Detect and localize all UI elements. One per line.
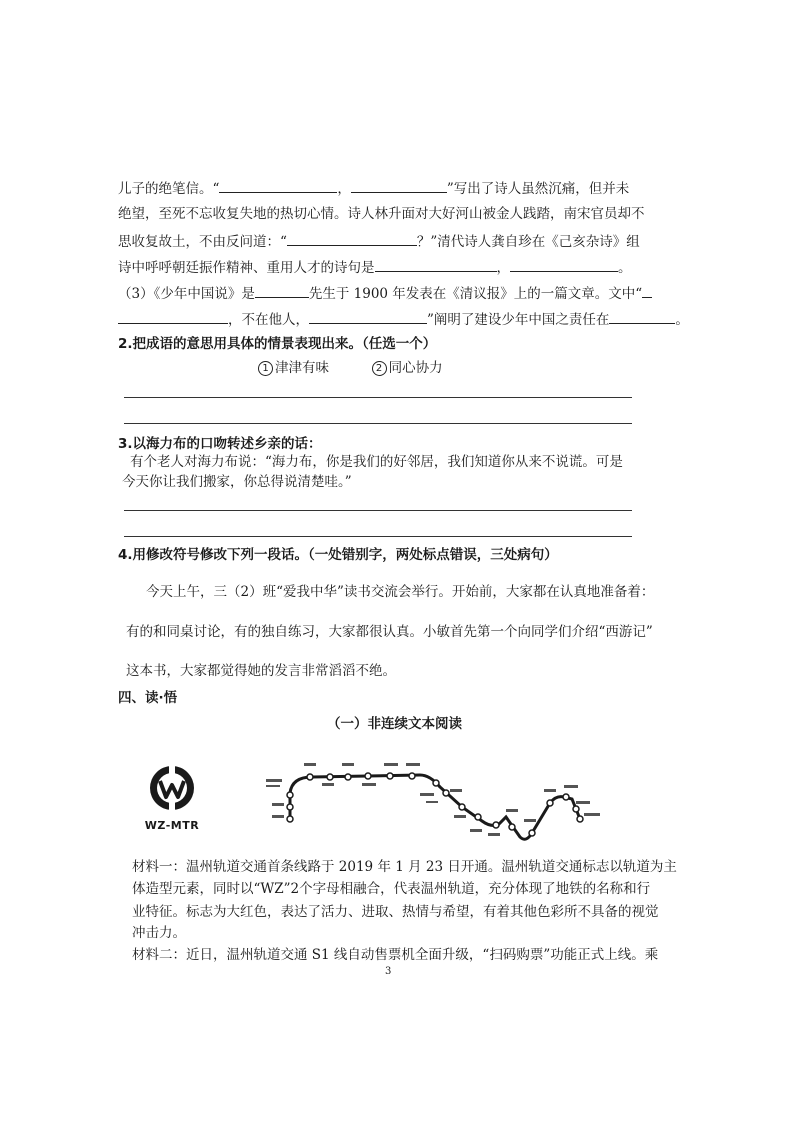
section-heading: 四、读·悟 [118,690,178,706]
answer-blank[interactable] [219,178,337,193]
material-2-line: 材料二：近日，温州轨道交通 S1 线自动售票机全面升级，“扫码购票”功能正式上线。乘 [132,947,659,963]
answer-blank[interactable] [255,283,309,298]
answer-line[interactable] [124,397,632,398]
metro-route-map [250,745,620,845]
answer-blank[interactable] [351,178,447,193]
logo-text: WZ-MTR [144,819,200,832]
answer-blank[interactable] [510,257,618,272]
text-line: 这本书，大家都觉得她的发言非常滔滔不绝。 [126,663,396,679]
answer-blank[interactable] [118,309,228,324]
material-1-line: 材料一：温州轨道交通首条线路于 2019 年 1 月 23 日开通。温州轨道交通标志以轨道为主 [132,859,677,875]
text-line: 绝望，至死不忘收复失地的热切心情。诗人林升面对大好河山被金人践踏，南宋官员却不 [118,206,645,222]
material-1-line: 体造型元素，同时以“WZ”2个字母相融合，代表温州轨道，充分体现了地铁的名称和行 [132,881,651,897]
route-stations [287,773,583,836]
answer-blank[interactable] [642,283,652,298]
question-2-title: 2.把成语的意思用具体的情景表现出来。（任选一个） [118,336,437,352]
page-number: 3 [385,966,392,977]
text-line: 今天上午，三（2）班“爱我中华”读书交流会举行。开始前，大家都在认真地准备着： [146,584,655,600]
text-line: 有的和同桌讨论，有的独自练习，大家都很认真。小敏首先第一个向同学们介绍“西游记” [126,624,653,640]
logo-emblem-icon [140,763,204,813]
answer-blank[interactable] [375,257,497,272]
answer-blank[interactable] [309,309,427,324]
material-1-line: 冲击力。 [132,925,186,941]
text-line: 诗中呼呼朝廷振作精神、重用人才的诗句是 ， 。 [118,257,638,277]
text-line: ，不在他人， ”阐明了建设少年中国之责任在 。 [118,309,638,329]
answer-blank[interactable] [287,231,417,246]
material-1-line: 业特征。标志为大红色，表达了活力、进取、热情与希望，有着其他色彩所不具备的视觉 [132,904,659,920]
circled-number-1: 1 [258,361,273,376]
text-line: 今天你让我们搬家，你总得说清楚哇。” [122,474,352,490]
text-line: 思收复故土，不由反问道：“ ？”清代诗人龚自珍在《己亥杂诗》组 [118,231,638,251]
section-subheading: （一）非连续文本阅读 [327,716,462,732]
wz-mtr-logo [140,763,204,832]
answer-blank[interactable] [609,309,675,324]
text-line: （3）《少年中国说》是 先生于 1900 年发表在《清议报》上的一篇文章。文中“ [118,283,638,303]
question-3-title: 3.以海力布的口吻转述乡亲的话： [118,436,322,452]
text-line: 有个老人对海力布说：“海力布，你是我们的好邻居，我们知道你从来不说谎。可是 [130,454,623,470]
circled-number-2: 2 [372,361,387,376]
text-line: 儿子的绝笔信。“ ， ”写出了诗人虽然沉痛，但并未 [118,178,638,198]
answer-line[interactable] [124,423,632,424]
answer-line[interactable] [124,536,632,537]
question-4-title: 4.用修改符号修改下列一段话。（一处错别字，两处标点错误，三处病句） [118,547,558,563]
answer-line[interactable] [124,510,632,511]
q2-options: 1 津津有味 2 同心协力 [258,359,778,377]
